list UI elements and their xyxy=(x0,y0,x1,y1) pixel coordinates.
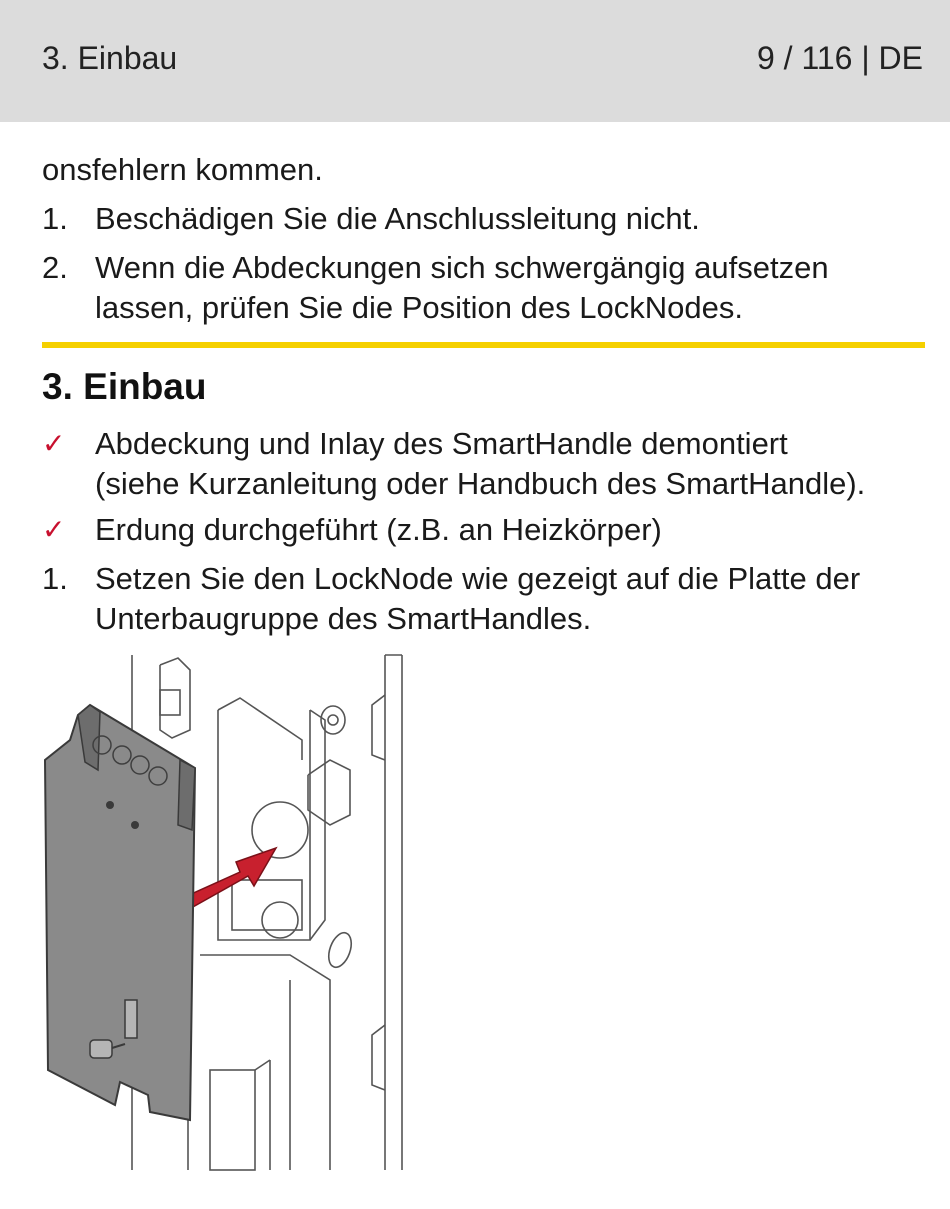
section-heading: 3. Einbau xyxy=(42,366,207,407)
page-header xyxy=(0,0,950,122)
header-page-info: 9 / 116 | DE xyxy=(756,40,923,76)
continuation-text: onsfehlern kommen. xyxy=(42,152,323,187)
step-text-line: Setzen Sie den LockNode wie gezeigt auf die Platte der xyxy=(95,561,861,596)
prerequisite-item xyxy=(42,424,932,504)
prerequisite-text-line: Abdeckung und Inlay des SmartHandle demontiert xyxy=(95,426,788,461)
section-divider xyxy=(42,342,925,348)
step-number: 1. xyxy=(42,201,68,236)
section-body xyxy=(42,424,932,639)
step-text: Beschädigen Sie die Anschlussleitung nicht. xyxy=(95,201,700,236)
list-item xyxy=(42,559,932,639)
locknode-board xyxy=(45,705,195,1120)
check-icon: ✓ xyxy=(42,514,66,545)
prerequisite-text-line: Erdung durchgeführt (z.B. an Heizkörper) xyxy=(95,512,662,547)
list-item xyxy=(42,199,927,239)
prerequisite-text-line: (siehe Kurzanleitung oder Handbuch des SmartHandle). xyxy=(95,466,866,501)
installation-illustration xyxy=(40,650,420,1175)
step-text-line: lassen, prüfen Sie die Position des LockNodes. xyxy=(95,290,743,325)
step-text-line: Unterbaugruppe des SmartHandles. xyxy=(95,601,592,636)
step-text-line: Wenn die Abdeckungen sich schwergängig aufsetzen xyxy=(95,250,829,285)
check-icon: ✓ xyxy=(42,428,66,459)
step-number: 2. xyxy=(42,250,68,285)
step-number: 1. xyxy=(42,561,68,596)
prerequisite-item xyxy=(42,510,932,550)
list-item xyxy=(42,248,927,328)
header-section-title: 3. Einbau xyxy=(42,40,178,76)
continuation-block xyxy=(42,150,927,328)
